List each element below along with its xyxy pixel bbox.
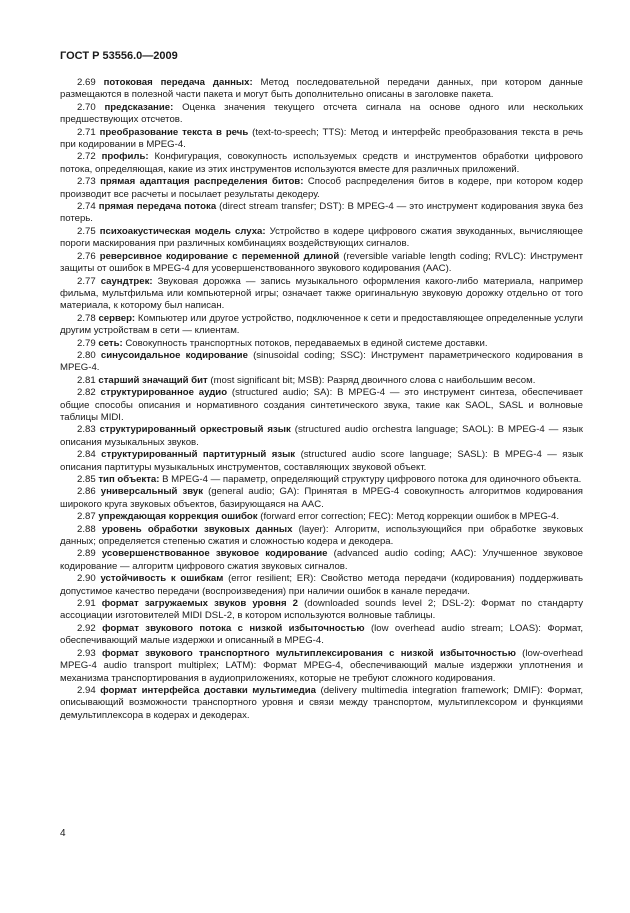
definition-entry — [60, 685, 583, 722]
definition-entry — [60, 350, 583, 375]
page-number: 4 — [60, 828, 66, 839]
definition-entry — [60, 449, 583, 474]
entry-definition: (sinusoidal coding; SSC): Инструмент параметрического кодирования в MPEG-4. — [60, 349, 583, 374]
definition-entry — [60, 201, 583, 226]
definition-entry — [60, 524, 583, 549]
definition-entry — [60, 313, 583, 338]
entry-definition: (layer): Алгоритм, использующийся при обработке звуковых данных; определяется степенью сжатия и сложностью кодера и декодера. — [60, 523, 584, 548]
entry-number: 2.83 — [77, 424, 96, 436]
entry-term: структурированный партитурный язык — [101, 449, 296, 461]
entry-definition: (general audio; GA): Принятая в MPEG-4 совокупность алгоритмов кодирования широкого круга звуковых объектов, базирующаяся на AAC. — [60, 486, 583, 510]
entry-definition: Способ распределения битов в кодере, при котором кодер производит все расчеты и посылает результаты декодеру. — [60, 176, 583, 200]
document-header: ГОСТ Р 53556.0—2009 — [60, 50, 178, 62]
entry-definition: (low-overhead MPEG-4 audio transport multiplex; LATM): Формат MPEG-4, обеспечивающий малые издержки уплотнения и механизма транспортирования в аудиоприложениях, которые не требуют сложного кодирования. — [60, 647, 583, 684]
entry-number: 2.76 — [77, 250, 96, 262]
entry-term: формат загружаемых звуков уровня 2 — [101, 598, 298, 610]
entry-definition: (structured audio; SA): В MPEG-4 — это инструмент синтеза, обеспечивает общие способы описания и нормативного создания синтетического звука, такие как SAOL, SASL и волновые таблицы MIDI. — [60, 387, 583, 423]
entry-definition: Совокупность транспортных потоков, передаваемых в единой системе доставки. — [122, 337, 488, 349]
definition-entry — [60, 486, 583, 511]
entry-definition: (structured audio orchestra language; SAOL): В MPEG-4 — язык описания музыкальных звуков. — [60, 424, 584, 448]
definition-entry — [60, 424, 583, 449]
entry-number: 2.74 — [77, 201, 96, 213]
entry-number: 2.77 — [77, 275, 96, 287]
entry-term: предсказание: — [104, 101, 174, 113]
entry-number: 2.84 — [77, 449, 96, 461]
entry-number: 2.93 — [77, 647, 96, 659]
entry-definition: Звуковая дорожка — запись музыкального оформления какого-либо материала, например фильма, мультфильма или компьютерной игры; означает также оригинальную звуковую дорожку отдельно от того материала, к которому был написан. — [60, 275, 583, 312]
definition-entry — [60, 648, 583, 685]
entry-definition: (downloaded sounds level 2; DSL-2): Формат по стандарту ассоциации изготовителей MIDI DSL-2, в котором используются волновые таблицы. — [60, 598, 583, 622]
entry-number: 2.82 — [77, 387, 96, 399]
definition-entry — [60, 102, 583, 127]
entry-number: 2.70 — [77, 101, 96, 113]
entry-number: 2.87 — [77, 511, 96, 523]
entry-definition: Конфигурация, совокупность используемых средств и инструментов обработки цифрового потока, определяющая, какие из этих инструментов используются вместе для различных приложений. — [60, 151, 583, 175]
entry-definition: (error resilient; ER): Свойство метода передачи (кодирования) поддерживать допустимое качество передачи (воспроизведения) при наличии ошибок в канале передачи. — [60, 573, 584, 597]
entry-definition: Метод последовательной передачи данных, при котором данные размещаются в полезной части пакета и могут быть дополнительно описаны в заголовке пакета. — [60, 77, 583, 101]
entry-number: 2.92 — [77, 622, 96, 634]
entry-definition: (advanced audio coding; AAC): Улучшенное звуковое кодирование — алгоритм цифрового сжатия звуковых сигналов. — [60, 548, 584, 572]
entry-term: прямая передача потока — [98, 201, 217, 213]
definition-entry — [60, 548, 583, 573]
entry-definition: В MPEG-4 — параметр, определяющий структуру цифрового потока для одиночного объекта. — [159, 474, 582, 485]
entry-term: структурированное аудио — [100, 387, 228, 399]
definition-entry — [60, 387, 583, 424]
entry-term: синусоидальное кодирование — [100, 349, 248, 361]
entry-term: реверсивное кодирование с переменной длиной — [99, 250, 340, 262]
entry-number: 2.78 — [77, 312, 96, 324]
entry-term: формат звукового потока с низкой избыточностью — [102, 622, 365, 634]
definition-entry — [60, 623, 583, 648]
entry-number: 2.86 — [77, 486, 96, 498]
entry-number: 2.71 — [77, 126, 96, 138]
definition-entry — [60, 276, 583, 313]
entry-number: 2.80 — [77, 349, 96, 361]
entry-number: 2.69 — [77, 77, 96, 88]
definition-entry — [60, 511, 583, 523]
entry-definition: (delivery multimedia integration framework; DMIF): Формат, описывающий возможности транспортного уровня и связи между транспортом, мультиплексором и функциями демультиплексора в кодерах и декодерах. — [60, 684, 583, 721]
definition-entry — [60, 375, 583, 387]
entry-definition: (most significant bit; MSB): Разряд двоичного слова с наибольшим весом. — [207, 374, 536, 386]
entry-term: сеть: — [98, 337, 123, 349]
definition-entry — [60, 151, 583, 176]
entry-term: психоакустическая модель слуха: — [99, 225, 266, 237]
entry-number: 2.89 — [77, 548, 96, 560]
entry-number: 2.85 — [77, 474, 96, 485]
definition-entry — [60, 226, 583, 251]
entry-number: 2.94 — [77, 684, 96, 696]
entry-term: уровень обработки звуковых данных — [101, 523, 293, 535]
entry-term: усовершенствованное звуковое кодирование — [101, 548, 328, 560]
entry-number: 2.79 — [77, 337, 96, 349]
entry-term: саундтрек: — [100, 275, 153, 287]
entry-definition: Оценка значения текущего отсчета сигнала на основе одного или нескольких предшествующих отсчетов. — [60, 101, 583, 126]
entry-term: тип объекта: — [98, 474, 160, 485]
entry-definition: (text-to-speech; TTS): Метод и интерфейс преобразования текста в речь при кодировании в MPEG-4. — [60, 126, 583, 151]
entry-definition: (reversible variable length coding; RVLC): Инструмент защиты от ошибок в MPEG-4 для усовершенствованного звукового кодирования (AAC). — [60, 250, 583, 275]
definition-entry — [60, 251, 583, 276]
entry-term: прямая адаптация распределения битов: — [100, 176, 304, 188]
definition-entry — [60, 176, 583, 201]
entry-number: 2.81 — [77, 374, 96, 386]
entry-definition: (low overhead audio stream; LOAS): Формат, обеспечивающий малые издержки и описанный в MPEG-4. — [60, 622, 584, 647]
entry-term: формат интерфейса доставки мультимедиа — [100, 684, 316, 696]
entry-definition: (direct stream transfer; DST): В MPEG-4 — это инструмент кодирования звука без потерь. — [60, 201, 583, 225]
definition-entry — [60, 598, 583, 623]
definitions-list — [60, 77, 583, 722]
entry-term: упреждающая коррекция ошибок — [98, 511, 258, 523]
definition-entry — [60, 474, 583, 486]
entry-term: универсальный звук — [100, 486, 204, 498]
entry-number: 2.73 — [77, 176, 96, 188]
entry-term: преобразование текста в речь — [99, 126, 249, 138]
entry-number: 2.72 — [77, 151, 96, 163]
entry-term: старший значащий бит — [98, 374, 208, 386]
definition-entry — [60, 127, 583, 152]
entry-number: 2.88 — [77, 523, 96, 535]
definition-entry — [60, 77, 583, 102]
entry-term: профиль: — [101, 151, 149, 163]
entry-term: формат звукового транспортного мультиплексирования с низкой избыточностью — [101, 647, 516, 659]
entry-term: сервер: — [98, 312, 136, 324]
entry-definition: (structured audio score language; SASL): В MPEG-4 — язык описания партитуры музыкальных инструментов, составляющих звуковой объект. — [60, 449, 583, 473]
entry-definition: (forward error correction; FEC): Метод коррекции ошибок в MPEG-4. — [257, 511, 560, 523]
definition-entry — [60, 573, 583, 598]
entry-number: 2.91 — [77, 598, 96, 610]
definition-entry — [60, 338, 583, 350]
entry-number: 2.90 — [77, 573, 96, 585]
entry-definition: Компьютер или другое устройство, подключенное к сети и предоставляющее определенные услуги другим устройствам в сети — клиентам. — [60, 312, 583, 337]
entry-term: устойчивость к ошибкам — [100, 573, 224, 585]
entry-number: 2.75 — [77, 225, 96, 237]
entry-term: структурированный оркестровый язык — [99, 424, 291, 436]
entry-term: потоковая передача данных: — [103, 77, 253, 88]
entry-definition: Устройство в кодере цифрового сжатия звукоданных, вычисляющее пороги маскирования при различных комбинациях воздействующих сигналов. — [60, 225, 584, 250]
